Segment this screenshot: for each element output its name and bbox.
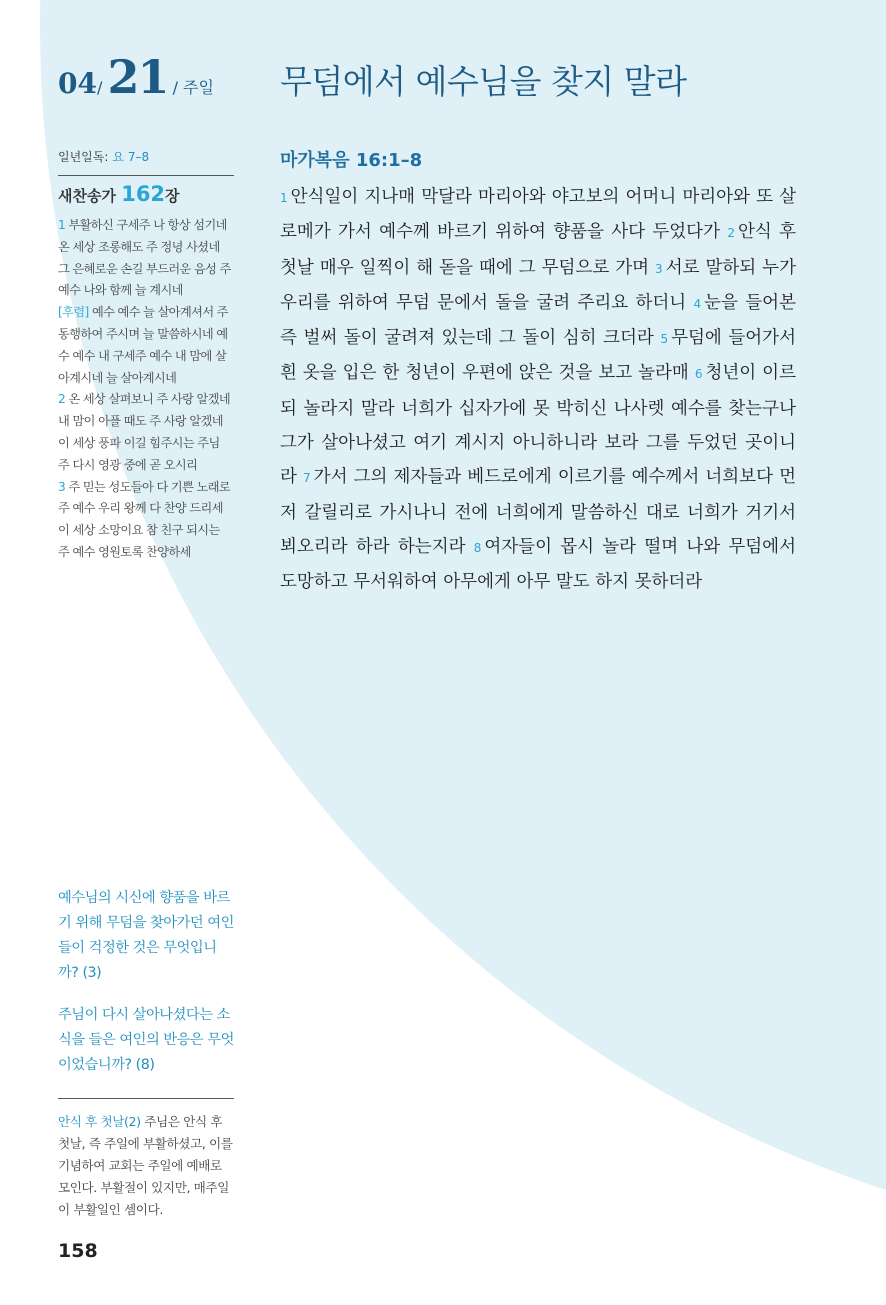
stanza-text: 온 세상 살펴보니 주 사랑 알겠네 내 맘이 아플 때도 주 사랑 알겠네 이 세상 풍파 이길 힘주시는 주님 주 다시 영광 중에 곧 오시리 [58, 392, 231, 472]
date-weekday: 주일 [183, 78, 214, 97]
verse-number: 3 [655, 261, 663, 276]
annual-reading [58, 148, 234, 176]
verse-text: 무덤에 들어가서 흰 옷을 입은 한 청년이 우편에 앉은 것을 보고 놀라매 [280, 328, 796, 384]
hymn-number: 162 [121, 182, 166, 206]
stanza-number: 3 [58, 479, 66, 494]
chorus-label: [후렴] [58, 305, 89, 320]
verse-text: 여자들이 몹시 놀라 떨며 나와 무덤에서 도망하고 무서워하여 아무에게 아무 말도 하지 못하더라 [280, 536, 796, 593]
stanza-text: 부활하신 구세주 나 항상 섬기네 온 세상 조롱해도 주 정녕 사셨네 그 은혜로운 손길 부드러운 음성 주 예수 나와 함께 늘 계시네 [58, 218, 231, 298]
scripture-reference: 마가복음 16:1–8 [280, 150, 423, 171]
hymn-suffix: 장 [165, 187, 180, 205]
verse-text: 안식일이 지나매 막달라 마리아와 야고보의 어머니 마리아와 또 살로메가 가서 예수께 바르기 위하여 향품을 사다 두었다가 [280, 187, 796, 243]
verse-text: 가서 그의 제자들과 베드로에게 이르기를 예수께서 너희보다 먼저 갈릴리로 가시나니 전에 너희에게 말씀하신 대로 너희가 거기서 뵈오리라 하라 하는지라 [280, 467, 796, 557]
hymn-stanza [58, 477, 234, 564]
verse-number: 8 [473, 540, 482, 555]
verse-number: 4 [693, 296, 702, 311]
verse-number: 5 [660, 332, 669, 347]
stanza-number: 2 [58, 392, 66, 407]
date-slash-2: / [172, 78, 178, 97]
verse-text: 눈을 들어본즉 벌써 돌이 굴려져 있는데 그 돌이 심히 크더라 [280, 292, 796, 349]
verse-number: 2 [727, 226, 735, 241]
date-header [58, 50, 214, 104]
reading-label: 일년일독: [58, 150, 109, 164]
hymn-chorus [58, 302, 234, 389]
date-month: 04 [58, 67, 97, 100]
verse-text: 서로 말하되 누가 우리를 위하여 무덤 문에서 돌을 굴려 주리요 하더니 [280, 257, 796, 313]
date-day: 21 [107, 50, 168, 104]
verse-text: 안식 후 첫날 매우 일찍이 해 돋을 때에 그 무덤으로 가며 [280, 222, 796, 278]
question-1: 예수님의 시신에 향품을 바르기 위해 무덤을 찾아가던 여인들이 걱정한 것은 무엇입니까? (3) [58, 890, 234, 981]
scripture-text [280, 180, 796, 600]
date-slash: / [96, 78, 103, 97]
verse-number: 1 [280, 191, 288, 205]
reading-value: 요 7–8 [112, 150, 150, 164]
page-title: 무덤에서 예수님을 찾지 말라 [280, 62, 687, 101]
verse-text: 청년이 이르되 놀라지 말라 너희가 십자가에 못 박히신 나사렛 예수를 찾는구나 그가 살아나셨고 여기 계시지 아니하니라 보라 그를 두었던 곳이니라 [280, 363, 796, 488]
page-number: 158 [58, 1240, 98, 1262]
stanza-text: 주 믿는 성도들아 다 기쁜 노래로 주 예수 우리 왕께 다 찬양 드리세 이 세상 소망이요 참 친구 되시는 주 예수 영원토록 찬양하세 [58, 479, 231, 559]
note-keyword: 안식 후 첫날(2) [58, 1114, 141, 1129]
verse-number: 7 [303, 471, 311, 486]
hymn-prefix: 새찬송가 [58, 187, 116, 205]
study-note [58, 1098, 234, 1221]
hymn-stanza [58, 389, 234, 476]
note-text: 주님은 안식 후 첫날, 즉 주일에 부활하셨고, 이를 기념하여 교회는 주일에 예배로 모인다. 부활절이 있지만, 매주일이 부활일인 셈이다. [58, 1114, 233, 1217]
hymn-heading [58, 182, 234, 206]
stanza-text: 예수 예수 늘 살아계셔서 주 동행하여 주시며 늘 말씀하시네 예수 예수 내 구세주 예수 내 맘에 살아계시네 늘 살아계시네 [58, 305, 228, 385]
stanza-number: 1 [58, 218, 66, 232]
verse-number: 6 [694, 367, 703, 382]
hymn-stanza [58, 215, 234, 302]
question-2: 주님이 다시 살아나셨다는 소식을 들은 여인의 반응은 무엇이었습니까? (8) [58, 1007, 234, 1073]
hymn-lyrics [58, 215, 234, 564]
